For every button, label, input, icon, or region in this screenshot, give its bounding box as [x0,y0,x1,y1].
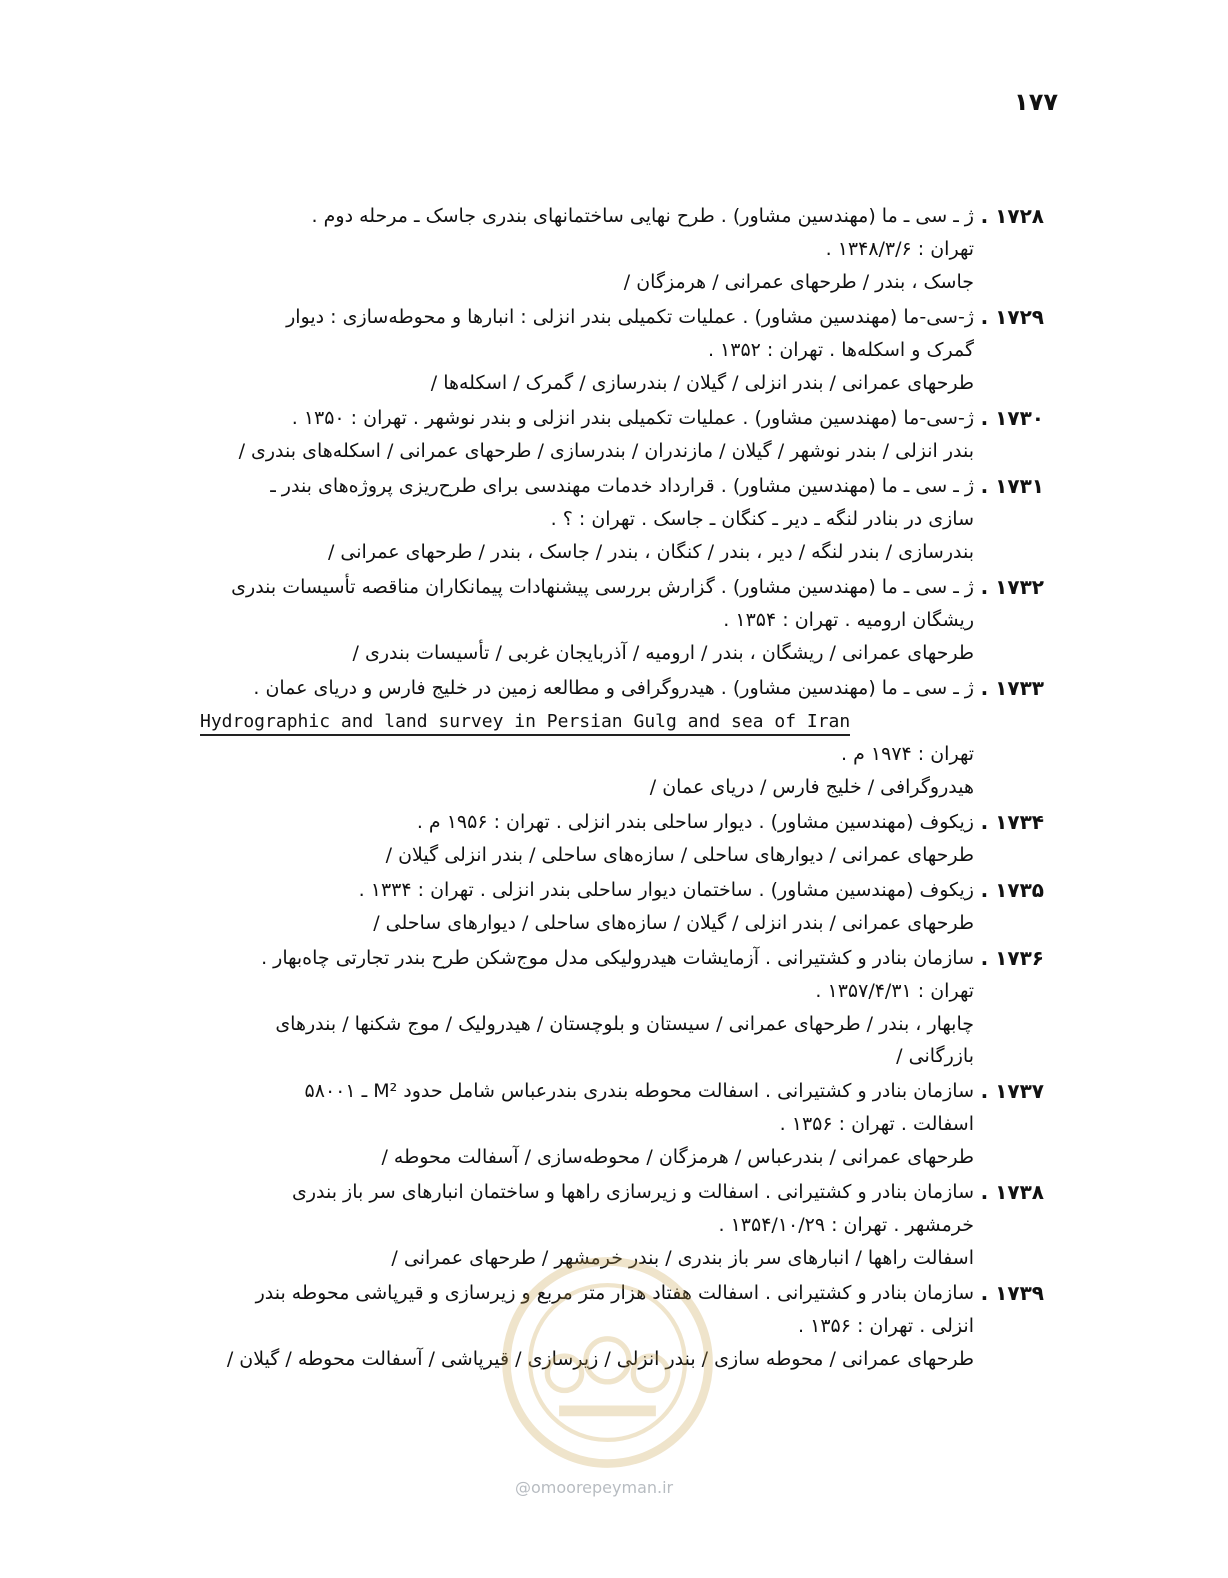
bibliography-entry [200,1176,1044,1274]
entry-subjects [200,1343,974,1375]
entry-head [200,200,1044,266]
entry-subjects [200,536,974,568]
citation-line: تهران : ۱۹۷۴ م . [841,743,974,765]
subject-line: بازرگانی / [896,1045,974,1067]
entry-citation [200,470,974,536]
citation-line: تهران : ۱۳۵۷/۴/۳۱ . [815,980,974,1002]
subject-line: طرحهای عمرانی / دیوارهای ساحلی / سازه‌های ساحلی / بندر انزلی گیلان / [385,844,974,866]
entry-citation [200,942,974,1008]
subject-line: هیدروگرافی / خلیج فارس / دریای عمان / [649,776,974,798]
entry-citation [200,1075,974,1141]
entry-number: ۱۷۳۱ . [980,474,1044,498]
entry-number: ۱۷۳۲ . [980,575,1044,599]
entry-citation [200,200,974,266]
entry-subjects [200,907,974,939]
bibliography-entry [200,1277,1044,1375]
citation-line: تهران : ۱۳۴۸/۳/۶ . [825,238,974,260]
entry-citation [200,672,974,771]
citation-line: گمرک و اسکله‌ها . تهران : ۱۳۵۲ . [707,339,974,361]
entry-number: ۱۷۳۴ . [980,810,1044,834]
bibliography-entry [200,571,1044,669]
entry-citation [200,1277,974,1343]
subject-line: طرحهای عمرانی / محوطه سازی / بندر انزلی / زیرسازی / قیرپاشی / آسفالت محوطه / گیلان / [226,1348,974,1370]
subject-line: طرحهای عمرانی / بندرعباس / هرمزگان / محوطه‌سازی / آسفالت محوطه / [381,1146,974,1168]
subject-line: طرحهای عمرانی / بندر انزلی / گیلان / بندرسازی / گمرک / اسکله‌ها / [430,372,974,394]
subject-line: طرحهای عمرانی / ریشگان ، بندر / ارومیه / آذربایجان غربی / تأسیسات بندری / [352,642,974,664]
subject-line: چابهار ، بندر / طرحهای عمرانی / سیستان و بلوچستان / هیدرولیک / موج شکنها / بندرهای [275,1013,974,1035]
entry-number: ۱۷۲۹ . [980,305,1044,329]
bibliography-entry [200,672,1044,803]
entry-number: ۱۷۳۵ . [980,878,1044,902]
bibliography-list [200,200,1044,1378]
entry-head [200,1075,1044,1141]
entry-head [200,402,1044,435]
entry-subjects [200,637,974,669]
entry-subjects [200,1141,974,1173]
bibliography-entry [200,806,1044,871]
citation-line: ژ ـ سی ـ ما (مهندسین مشاور) . قرارداد خدمات مهندسی برای طرح‌ریزی پروژه‌های بندر ـ [270,475,974,497]
entry-number: ۱۷۳۶ . [980,946,1044,970]
entry-head [200,1277,1044,1343]
entry-subjects [200,1242,974,1274]
citation-line: انزلی . تهران : ۱۳۵۶ . [798,1315,974,1337]
entry-number: ۱۷۳۹ . [980,1281,1044,1305]
citation-line: سازمان بنادر و کشتیرانی . اسفالت هفتاد هزار متر مربع و زیرسازی و قیرپاشی محوطه بندر [255,1282,974,1304]
subject-line: بندر انزلی / بندر نوشهر / گیلان / مازندران / بندرسازی / طرحهای عمرانی / اسکله‌های بندری / [238,440,974,462]
entry-citation [200,806,974,839]
citation-latin-title: Hydrographic and land survey in Persian Gulg and sea of Iran [200,705,974,738]
entry-subjects [200,266,974,298]
entry-number: ۱۷۳۷ . [980,1079,1044,1103]
entry-number: ۱۷۳۰ . [980,406,1044,430]
entry-head [200,1176,1044,1242]
entry-head [200,672,1044,771]
citation-line: ژ ـ سی ـ ما (مهندسین مشاور) . گزارش بررسی پیشنهادات پیمانکاران مناقصه تأسیسات بندری [231,576,974,598]
entry-number: ۱۷۲۸ . [980,204,1044,228]
citation-line: سازمان بنادر و کشتیرانی . آزمایشات هیدرولیکی مدل موج‌شکن طرح بندر تجارتی چاه‌بهار . [261,947,974,969]
entry-subjects [200,367,974,399]
entry-subjects [200,771,974,803]
citation-line: ژ-سی-ما (مهندسین مشاور) . عملیات تکمیلی بندر انزلی : انبارها و محوطه‌سازی : دیوار [286,306,974,328]
entry-head [200,470,1044,536]
entry-subjects [200,1008,974,1072]
citation-line: زیکوف (مهندسین مشاور) . ساختمان دیوار ساحلی بندر انزلی . تهران : ۱۳۳۴ . [358,879,974,901]
citation-line: اسفالت . تهران : ۱۳۵۶ . [779,1113,974,1135]
entry-head [200,874,1044,907]
bibliography-entry [200,402,1044,467]
citation-line: ژ ـ سی ـ ما (مهندسین مشاور) . طرح نهایی ساختمانهای بندری جاسک ـ مرحله دوم . [311,205,974,227]
citation-line: ژ-سی-ما (مهندسین مشاور) . عملیات تکمیلی بندر انزلی و بندر نوشهر . تهران : ۱۳۵۰ . [291,407,974,429]
page-number: ۱۷۷ [1014,88,1058,116]
entry-head [200,942,1044,1008]
bibliography-entry [200,1075,1044,1173]
bibliography-entry [200,942,1044,1072]
bibliography-entry [200,200,1044,298]
entry-subjects [200,839,974,871]
entry-subjects [200,435,974,467]
bibliography-entry [200,470,1044,568]
bibliography-entry [200,874,1044,939]
entry-head [200,301,1044,367]
citation-line: ژ ـ سی ـ ما (مهندسین مشاور) . هیدروگرافی و مطالعه زمین در خلیج فارس و دریای عمان . [253,677,974,699]
subject-line: اسفالت راهها / انبارهای سر باز بندری / بندر خرمشهر / طرحهای عمرانی / [391,1247,974,1269]
citation-line: سازمان بنادر و کشتیرانی . اسفالت محوطه بندری بندرعباس شامل حدود M² ـ ۵۸۰۰۱ [304,1080,974,1102]
citation-line: سازمان بنادر و کشتیرانی . اسفالت و زیرسازی راهها و ساختمان انبارهای سر باز بندری [291,1181,974,1203]
citation-line: زیکوف (مهندسین مشاور) . دیوار ساحلی بندر انزلی . تهران : ۱۹۵۶ م . [416,811,974,833]
bibliography-entry [200,301,1044,399]
entry-citation [200,402,974,435]
entry-head [200,571,1044,637]
citation-line: ریشگان ارومیه . تهران : ۱۳۵۴ . [723,609,974,631]
entry-number: ۱۷۳۳ . [980,676,1044,700]
entry-citation [200,301,974,367]
subject-line: جاسک ، بندر / طرحهای عمرانی / هرمزگان / [623,271,974,293]
citation-line: خرمشهر . تهران : ۱۳۵۴/۱۰/۲۹ . [718,1214,974,1236]
entry-number: ۱۷۳۸ . [980,1180,1044,1204]
subject-line: بندرسازی / بندر لنگه / دیر ، بندر / کنگان ، بندر / جاسک ، بندر / طرحهای عمرانی / [327,541,974,563]
watermark-text: @omoorepeyman.ir [515,1478,674,1497]
entry-head [200,806,1044,839]
entry-citation [200,571,974,637]
citation-line: سازی در بنادر لنگه ـ دیر ـ کنگان ـ جاسک . تهران : ؟ . [550,508,974,530]
entry-citation [200,1176,974,1242]
entry-citation [200,874,974,907]
subject-line: طرحهای عمرانی / بندر انزلی / گیلان / سازه‌های ساحلی / دیوارهای ساحلی / [373,912,974,934]
